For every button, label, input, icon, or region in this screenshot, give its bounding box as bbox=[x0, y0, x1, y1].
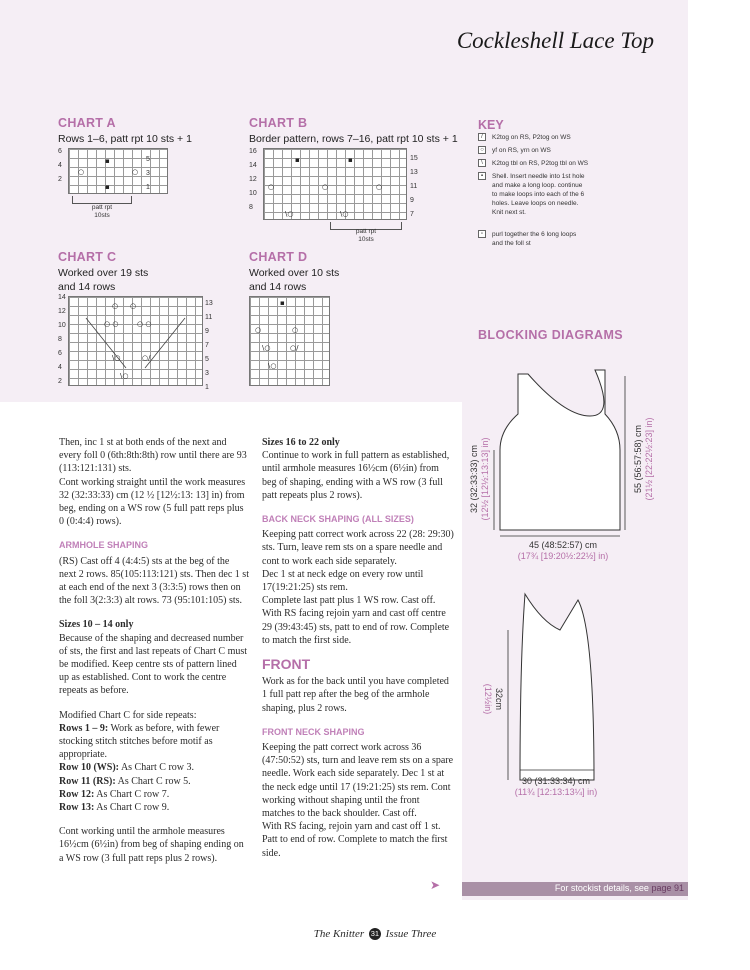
key-heading: KEY bbox=[478, 118, 504, 132]
text-column-2 bbox=[262, 436, 454, 860]
chart-a-row-label: 3 bbox=[146, 170, 150, 177]
chart-b-row-label: 11 bbox=[410, 183, 418, 190]
paragraph: Work as for the back until you have completed 1 full patt rep after the beg of the armhole shaping, plus 2 rows. bbox=[262, 676, 449, 714]
paragraph: Complete last patt plus 1 WS row. Cast off. With RS facing rejoin yarn and cast off centre 29 (39:43:45) sts, patt to end of row. Complete to match the first side. bbox=[262, 595, 450, 646]
chart-c-row-label: 11 bbox=[205, 314, 213, 321]
chart-c-heading: CHART C bbox=[58, 250, 117, 264]
chart-c-row-label: 13 bbox=[205, 300, 213, 307]
purl-together-icon: ▫ bbox=[478, 230, 486, 238]
chart-b-row-label: 14 bbox=[249, 162, 257, 169]
shell-icon: ▪ bbox=[478, 172, 486, 180]
paragraph: Dec 1 st at neck edge on every row until 17(19:21:25) sts rem. bbox=[262, 568, 424, 594]
stockist-note: For stockist details, see page 91 bbox=[554, 883, 684, 893]
chart-b-row-label: 12 bbox=[249, 176, 257, 183]
chart-b-subtitle: Border pattern, rows 7–16, patt rpt 10 sts + 1 bbox=[249, 133, 458, 145]
key-item: / K2tog on RS, P2tog on WS bbox=[478, 133, 628, 142]
subsection-heading: Sizes 16 to 22 only bbox=[262, 437, 340, 448]
key-item: ○ yf on RS, yrn on WS bbox=[478, 146, 628, 155]
sleeve-width: 30 (31:33:34) cm (11¾ [12:13:13¼] in) bbox=[514, 776, 598, 797]
chart-d-grid bbox=[249, 296, 330, 386]
row-instruction: Row 11 (RS): As Chart C row 5. bbox=[59, 775, 191, 787]
yarn-over-icon: ○ bbox=[478, 146, 486, 154]
k2tog-symbol: \○ bbox=[285, 210, 294, 218]
page-number: 31 bbox=[370, 929, 380, 939]
chart-a-row-label: 6 bbox=[58, 148, 62, 155]
subsection-heading: Sizes 10 – 14 only bbox=[59, 619, 134, 631]
chart-b-row-label: 10 bbox=[249, 190, 257, 197]
yarn-over-symbol: ○ bbox=[322, 183, 329, 191]
chart-c-row-label: 14 bbox=[58, 294, 66, 301]
chart-a-repeat-bracket bbox=[72, 196, 132, 204]
chart-c-row-label: 4 bbox=[58, 364, 62, 371]
k2tog-icon: / bbox=[478, 133, 486, 141]
section-heading: BACK NECK SHAPING (ALL SIZES) bbox=[262, 514, 414, 525]
yarn-over-symbol: ○ bbox=[255, 326, 262, 334]
section-heading: FRONT bbox=[262, 656, 311, 673]
text-column-1 bbox=[59, 436, 249, 876]
chart-b-row-label: 9 bbox=[410, 197, 414, 204]
paragraph: Because of the shaping and decreased number of sts, the first and last repeats of Chart C must be modified. Keep centre sts of pattern lined up as established. Cont to work the centre repeats as before. bbox=[59, 632, 248, 697]
k2tog-symbol: \○ bbox=[340, 210, 349, 218]
paragraph: Keeping the patt correct work across 36 (47:50:52) sts, turn and leave rem sts on a spare needle. Work each side separately. Dec 1 st at the neck edge until 17 (19:21:25) sts rem. Cont working without shaping until the front matches to the back shoulder. Cast off. bbox=[262, 742, 454, 820]
chart-b-row-label: 15 bbox=[410, 155, 418, 162]
shell-symbol: ○ bbox=[112, 302, 119, 310]
body-side-length: 32 (32:33:33) cm (12½ [12½:13:13] in) bbox=[469, 437, 490, 521]
subsection-heading: Modified Chart C for side repeats: bbox=[59, 709, 197, 721]
chart-c-row-label: 5 bbox=[205, 356, 209, 363]
body-width: 45 (48:52:57) cm (17¾ [19:20½:22½] in) bbox=[517, 540, 609, 561]
yarn-over-symbol: ○ bbox=[292, 326, 299, 334]
chart-b-repeat-label: patt rpt 10sts bbox=[355, 228, 377, 243]
row-instruction: Row 12: As Chart C row 7. bbox=[59, 788, 170, 800]
chart-a-row-label: 5 bbox=[146, 156, 150, 163]
k2tog-tbl-symbol: ○/ bbox=[290, 344, 299, 352]
row-instruction: Row 10 (WS): As Chart C row 3. bbox=[59, 762, 194, 774]
paragraph: With RS facing, rejoin yarn and cast off 1 st. Patt to end of row. Complete to match the first side. bbox=[262, 821, 448, 859]
chart-c-row-label: 12 bbox=[58, 308, 66, 315]
continue-arrow-icon: ➤ bbox=[430, 878, 441, 892]
k2tog-symbol: \○ bbox=[112, 354, 121, 362]
chart-a-heading: CHART A bbox=[58, 116, 116, 130]
chart-c-row-label: 3 bbox=[205, 370, 209, 377]
chart-c-row-label: 9 bbox=[205, 328, 209, 335]
chart-d-heading: CHART D bbox=[249, 250, 308, 264]
key-item: ▫ purl together the 6 long loops and the foll st bbox=[478, 230, 588, 248]
yarn-over-symbol: ○ bbox=[376, 183, 383, 191]
k2tog-tbl-icon: \ bbox=[478, 159, 486, 167]
chart-c-row-label: 7 bbox=[205, 342, 209, 349]
shell-symbol: ▪ bbox=[295, 156, 300, 164]
shell-symbol: ▪ bbox=[280, 299, 285, 307]
shell-symbol: ▪ bbox=[105, 157, 110, 165]
shell-symbol: ▪ bbox=[348, 156, 353, 164]
paragraph: Keeping patt correct work across 22 (28: 29:30) sts. Turn, leave rem sts on a spare needle and cont to work each side separately. bbox=[262, 529, 454, 567]
paragraph: Cont working until the armhole measures 16½cm (6½in) from beg of shaping ending on a WS row (3 full patt reps plus 2 rows). bbox=[59, 826, 244, 864]
yarn-over-symbol: ○ ○ bbox=[104, 320, 119, 328]
chart-c-row-label: 10 bbox=[58, 322, 66, 329]
chart-a-subtitle: Rows 1–6, patt rpt 10 sts + 1 bbox=[58, 133, 192, 145]
chart-a-row-label: 2 bbox=[58, 176, 62, 183]
chart-b-row-label: 16 bbox=[249, 148, 257, 155]
paragraph: (RS) Cast off 4 (4:4:5) sts at the beg of the next 2 rows. 85(105:113:121) sts. Then dec 1 st at each end of the next 3 (3:3:5) rows then on the foll 3(2:3:3) alt rows. 73 (95:101:105) sts. bbox=[59, 555, 249, 607]
chart-b-row-label: 13 bbox=[410, 169, 418, 176]
row-instruction: Rows 1 – 9: Work as before, with fewer stocking stitch stitches before motif as appropriate. bbox=[59, 722, 220, 761]
chart-d-subtitle: Worked over 10 sts and 14 rows bbox=[249, 267, 340, 293]
yarn-over-symbol: ○ bbox=[130, 302, 137, 310]
k2tog-symbol: \○ bbox=[268, 362, 277, 370]
chart-c-row-label: 8 bbox=[58, 336, 62, 343]
k2tog-tbl-symbol: ○/ bbox=[142, 354, 151, 362]
page-title: Cockleshell Lace Top bbox=[456, 28, 654, 53]
chart-c-row-label: 2 bbox=[58, 378, 62, 385]
chart-b-row-label: 8 bbox=[249, 204, 253, 211]
yarn-over-symbol: ○ ○ bbox=[137, 320, 152, 328]
chart-c-row-label: 6 bbox=[58, 350, 62, 357]
chart-b-row-label: 7 bbox=[410, 211, 414, 218]
section-heading: ARMHOLE SHAPING bbox=[59, 540, 149, 551]
chart-a-row-label: 4 bbox=[58, 162, 62, 169]
purl-together-symbol: ▪ bbox=[105, 183, 110, 191]
section-heading: FRONT NECK SHAPING bbox=[262, 726, 365, 737]
paragraph: Cont working straight until the work measures 32 (32:33:33) cm (12 ½ [12½:13: 13] in) from beg, ending on a WS row (5 full patt reps plus 0 (0:4:4) rows). bbox=[59, 476, 246, 528]
sleeve-length: 32cm (12½in) bbox=[483, 683, 504, 715]
yarn-over-symbol: ○ bbox=[268, 183, 275, 191]
k2tog-symbol: \○ bbox=[262, 344, 271, 352]
stockist-page-link[interactable]: page 91 bbox=[651, 883, 684, 893]
chart-c-row-label: 1 bbox=[205, 384, 209, 391]
page-footer: The Knitter 31 Issue Three bbox=[313, 928, 437, 940]
stockist-bar bbox=[462, 882, 688, 896]
k2tog-symbol: \○ bbox=[120, 372, 129, 380]
blocking-heading: BLOCKING DIAGRAMS bbox=[478, 328, 623, 342]
chart-a-row-label: 1 bbox=[146, 184, 150, 191]
yarn-over-symbol: ○ bbox=[132, 168, 139, 176]
row-instruction: Row 13: As Chart C row 9. bbox=[59, 802, 170, 814]
body-total-length: 55 (56:57:58) cm (21½ [22:22½:23] in) bbox=[633, 417, 654, 501]
yarn-over-symbol: ○ bbox=[78, 168, 85, 176]
chart-b-heading: CHART B bbox=[249, 116, 308, 130]
chart-c-subtitle: Worked over 19 sts and 14 rows bbox=[58, 267, 149, 293]
chart-a-repeat-label: patt rpt 10sts bbox=[91, 204, 113, 219]
key-item: ▪ Shell. Insert needle into 1st hole and make a long loop. continue to make loops into each of the 6 holes. Leave loops on needle. Knit next st. bbox=[478, 172, 588, 217]
paragraph: Continue to work in full pattern as established, until armhole measures 16½cm (6½in) from beg of shaping, ending with a WS row (3 full patt repeats plus 2 rows). bbox=[262, 450, 450, 501]
key-item: \ K2tog tbl on RS, P2tog tbl on WS bbox=[478, 159, 628, 168]
paragraph: Then, inc 1 st at both ends of the next and every foll 0 (6th:8th:8th) row until there are 93 (113:121:131) sts. bbox=[59, 437, 247, 475]
